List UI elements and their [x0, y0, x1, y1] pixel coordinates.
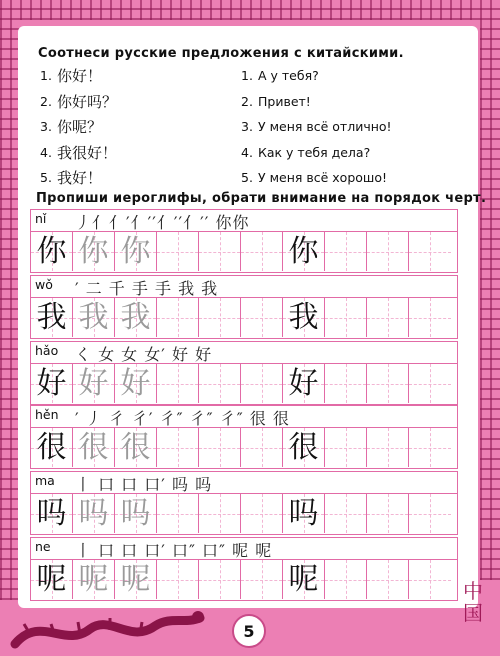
tracing-character: 呢 — [78, 561, 109, 597]
character-practice-block — [30, 341, 458, 405]
list-item: 3. У меня всё отлично! — [241, 119, 392, 135]
writing-cell[interactable] — [73, 494, 115, 533]
model-character: 吗 — [288, 495, 319, 531]
pinyin-label: hǎo — [35, 343, 59, 358]
writing-cell[interactable] — [283, 232, 325, 271]
stroke-order-row — [30, 471, 458, 493]
pinyin-label: nǐ — [35, 211, 47, 226]
model-character: 你 — [36, 233, 67, 269]
writing-cell[interactable] — [73, 364, 115, 403]
list-item: 2. Привет! — [241, 93, 311, 109]
writing-grid-row — [30, 231, 458, 273]
writing-cell[interactable] — [31, 560, 73, 599]
writing-cell[interactable] — [325, 232, 367, 271]
stroke-order-sequence: 丨 口 口 口′ 吗 吗 — [75, 475, 213, 494]
writing-cell[interactable] — [409, 298, 451, 337]
pinyin-label: ne — [35, 539, 51, 554]
tracing-character: 很 — [120, 429, 151, 465]
model-character: 很 — [288, 429, 319, 465]
character-practice-block — [30, 537, 458, 601]
writing-cell[interactable] — [283, 298, 325, 337]
writing-cell[interactable] — [115, 428, 157, 467]
writing-cell[interactable] — [241, 364, 283, 403]
decorative-border-right — [480, 0, 500, 580]
character-practice-block — [30, 209, 458, 273]
writing-cell[interactable] — [115, 364, 157, 403]
writing-cell[interactable] — [325, 494, 367, 533]
model-character: 我 — [288, 299, 319, 335]
tracing-character: 好 — [120, 365, 151, 401]
writing-cell[interactable] — [325, 560, 367, 599]
list-item: 4. Как у тебя дела? — [241, 144, 371, 160]
tracing-character: 你 — [120, 233, 151, 269]
writing-cell[interactable] — [199, 428, 241, 467]
writing-grid-row — [30, 493, 458, 535]
writing-cell[interactable] — [73, 232, 115, 271]
writing-cell[interactable] — [241, 494, 283, 533]
writing-cell[interactable] — [409, 232, 451, 271]
model-character: 好 — [36, 365, 67, 401]
stroke-order-row — [30, 341, 458, 363]
dragon-icon — [10, 604, 210, 656]
character-practice-block — [30, 471, 458, 535]
writing-cell[interactable] — [157, 560, 199, 599]
writing-cell[interactable] — [31, 494, 73, 533]
writing-cell[interactable] — [115, 232, 157, 271]
stroke-order-sequence: 丿亻亻′亻′′亻′′亻′′ 你你 — [75, 213, 250, 232]
list-item: 3. 你呢？ — [40, 118, 103, 137]
tracing-character: 呢 — [120, 561, 151, 597]
tracing-character: 我 — [78, 299, 109, 335]
writing-cell[interactable] — [31, 298, 73, 337]
writing-cell[interactable] — [409, 494, 451, 533]
writing-cell[interactable] — [199, 298, 241, 337]
tracing-character: 吗 — [120, 495, 151, 531]
tracing-character: 好 — [78, 365, 109, 401]
writing-grid-row — [30, 297, 458, 339]
stroke-order-sequence: ′ 二 千 手 手 我 我 — [75, 279, 219, 298]
tracing-character: 你 — [78, 233, 109, 269]
writing-cell[interactable] — [31, 428, 73, 467]
writing-cell[interactable] — [367, 428, 409, 467]
writing-cell[interactable] — [31, 364, 73, 403]
writing-cell[interactable] — [115, 298, 157, 337]
tracing-character: 很 — [78, 429, 109, 465]
stroke-order-sequence: ′ 丿 彳 彳′ 彳″ 彳″ 彳″ 很 很 — [75, 409, 290, 428]
writing-cell[interactable] — [409, 560, 451, 599]
writing-cell[interactable] — [157, 298, 199, 337]
stroke-order-sequence: 丨 口 口 口′ 口″ 口″ 呢 呢 — [75, 541, 273, 560]
character-practice-block — [30, 275, 458, 339]
task2-heading: Пропиши иероглифы, обрати внимание на порядок черт. — [36, 191, 487, 206]
writing-cell[interactable] — [199, 560, 241, 599]
decorative-border-left — [0, 0, 20, 600]
writing-cell[interactable] — [115, 494, 157, 533]
tracing-character: 吗 — [78, 495, 109, 531]
tracing-character: 我 — [120, 299, 151, 335]
writing-cell[interactable] — [241, 232, 283, 271]
model-character: 好 — [288, 365, 319, 401]
writing-cell[interactable] — [157, 428, 199, 467]
writing-cell[interactable] — [367, 560, 409, 599]
writing-cell[interactable] — [367, 364, 409, 403]
pinyin-label: ma — [35, 473, 55, 488]
writing-cell[interactable] — [283, 494, 325, 533]
stroke-order-row — [30, 405, 458, 427]
stroke-order-row — [30, 275, 458, 297]
stroke-order-row — [30, 209, 458, 231]
writing-cell[interactable] — [157, 364, 199, 403]
list-item: 2. 你好吗？ — [40, 92, 118, 111]
writing-cell[interactable] — [73, 428, 115, 467]
model-character: 我 — [36, 299, 67, 335]
pinyin-label: wǒ — [35, 277, 53, 292]
writing-cell[interactable] — [241, 560, 283, 599]
russian-sentence-list — [241, 63, 392, 191]
writing-cell[interactable] — [283, 560, 325, 599]
writing-cell[interactable] — [199, 232, 241, 271]
writing-cell[interactable] — [241, 298, 283, 337]
writing-cell[interactable] — [325, 428, 367, 467]
writing-grid-row — [30, 363, 458, 405]
writing-cell[interactable] — [157, 232, 199, 271]
chinese-sentence-list — [40, 63, 117, 191]
china-mark: 中国 — [463, 579, 483, 625]
list-item: 1. А у тебя? — [241, 68, 319, 84]
list-item: 4. 我很好！ — [40, 143, 118, 162]
writing-grid-row — [30, 427, 458, 469]
writing-cell[interactable] — [367, 232, 409, 271]
writing-cell[interactable] — [157, 494, 199, 533]
model-character: 你 — [288, 233, 319, 269]
writing-cell[interactable] — [367, 298, 409, 337]
writing-cell[interactable] — [367, 494, 409, 533]
writing-cell[interactable] — [31, 232, 73, 271]
character-practice-block — [30, 405, 458, 469]
list-item: 5. 我好！ — [40, 169, 103, 188]
writing-cell[interactable] — [283, 428, 325, 467]
writing-cell[interactable] — [325, 364, 367, 403]
writing-cell[interactable] — [199, 364, 241, 403]
stroke-order-row — [30, 537, 458, 559]
task1-heading: Соотнеси русские предложения с китайскими. — [38, 46, 404, 61]
writing-cell[interactable] — [409, 364, 451, 403]
writing-cell[interactable] — [73, 560, 115, 599]
list-item: 1. 你好！ — [40, 67, 103, 86]
model-character: 呢 — [288, 561, 319, 597]
pinyin-label: hěn — [35, 407, 59, 422]
writing-cell[interactable] — [73, 298, 115, 337]
writing-cell[interactable] — [283, 364, 325, 403]
writing-cell[interactable] — [325, 298, 367, 337]
page-number: 5 — [232, 614, 266, 648]
model-character: 吗 — [36, 495, 67, 531]
model-character: 呢 — [36, 561, 67, 597]
writing-cell[interactable] — [409, 428, 451, 467]
list-item: 5. У меня всё хорошо! — [241, 170, 388, 186]
model-character: 很 — [36, 429, 67, 465]
stroke-order-sequence: く 女 女 女′ 好 好 — [75, 345, 213, 364]
decorative-border-top — [0, 0, 500, 20]
writing-cell[interactable] — [241, 428, 283, 467]
writing-cell[interactable] — [199, 494, 241, 533]
writing-grid-row — [30, 559, 458, 601]
writing-cell[interactable] — [115, 560, 157, 599]
